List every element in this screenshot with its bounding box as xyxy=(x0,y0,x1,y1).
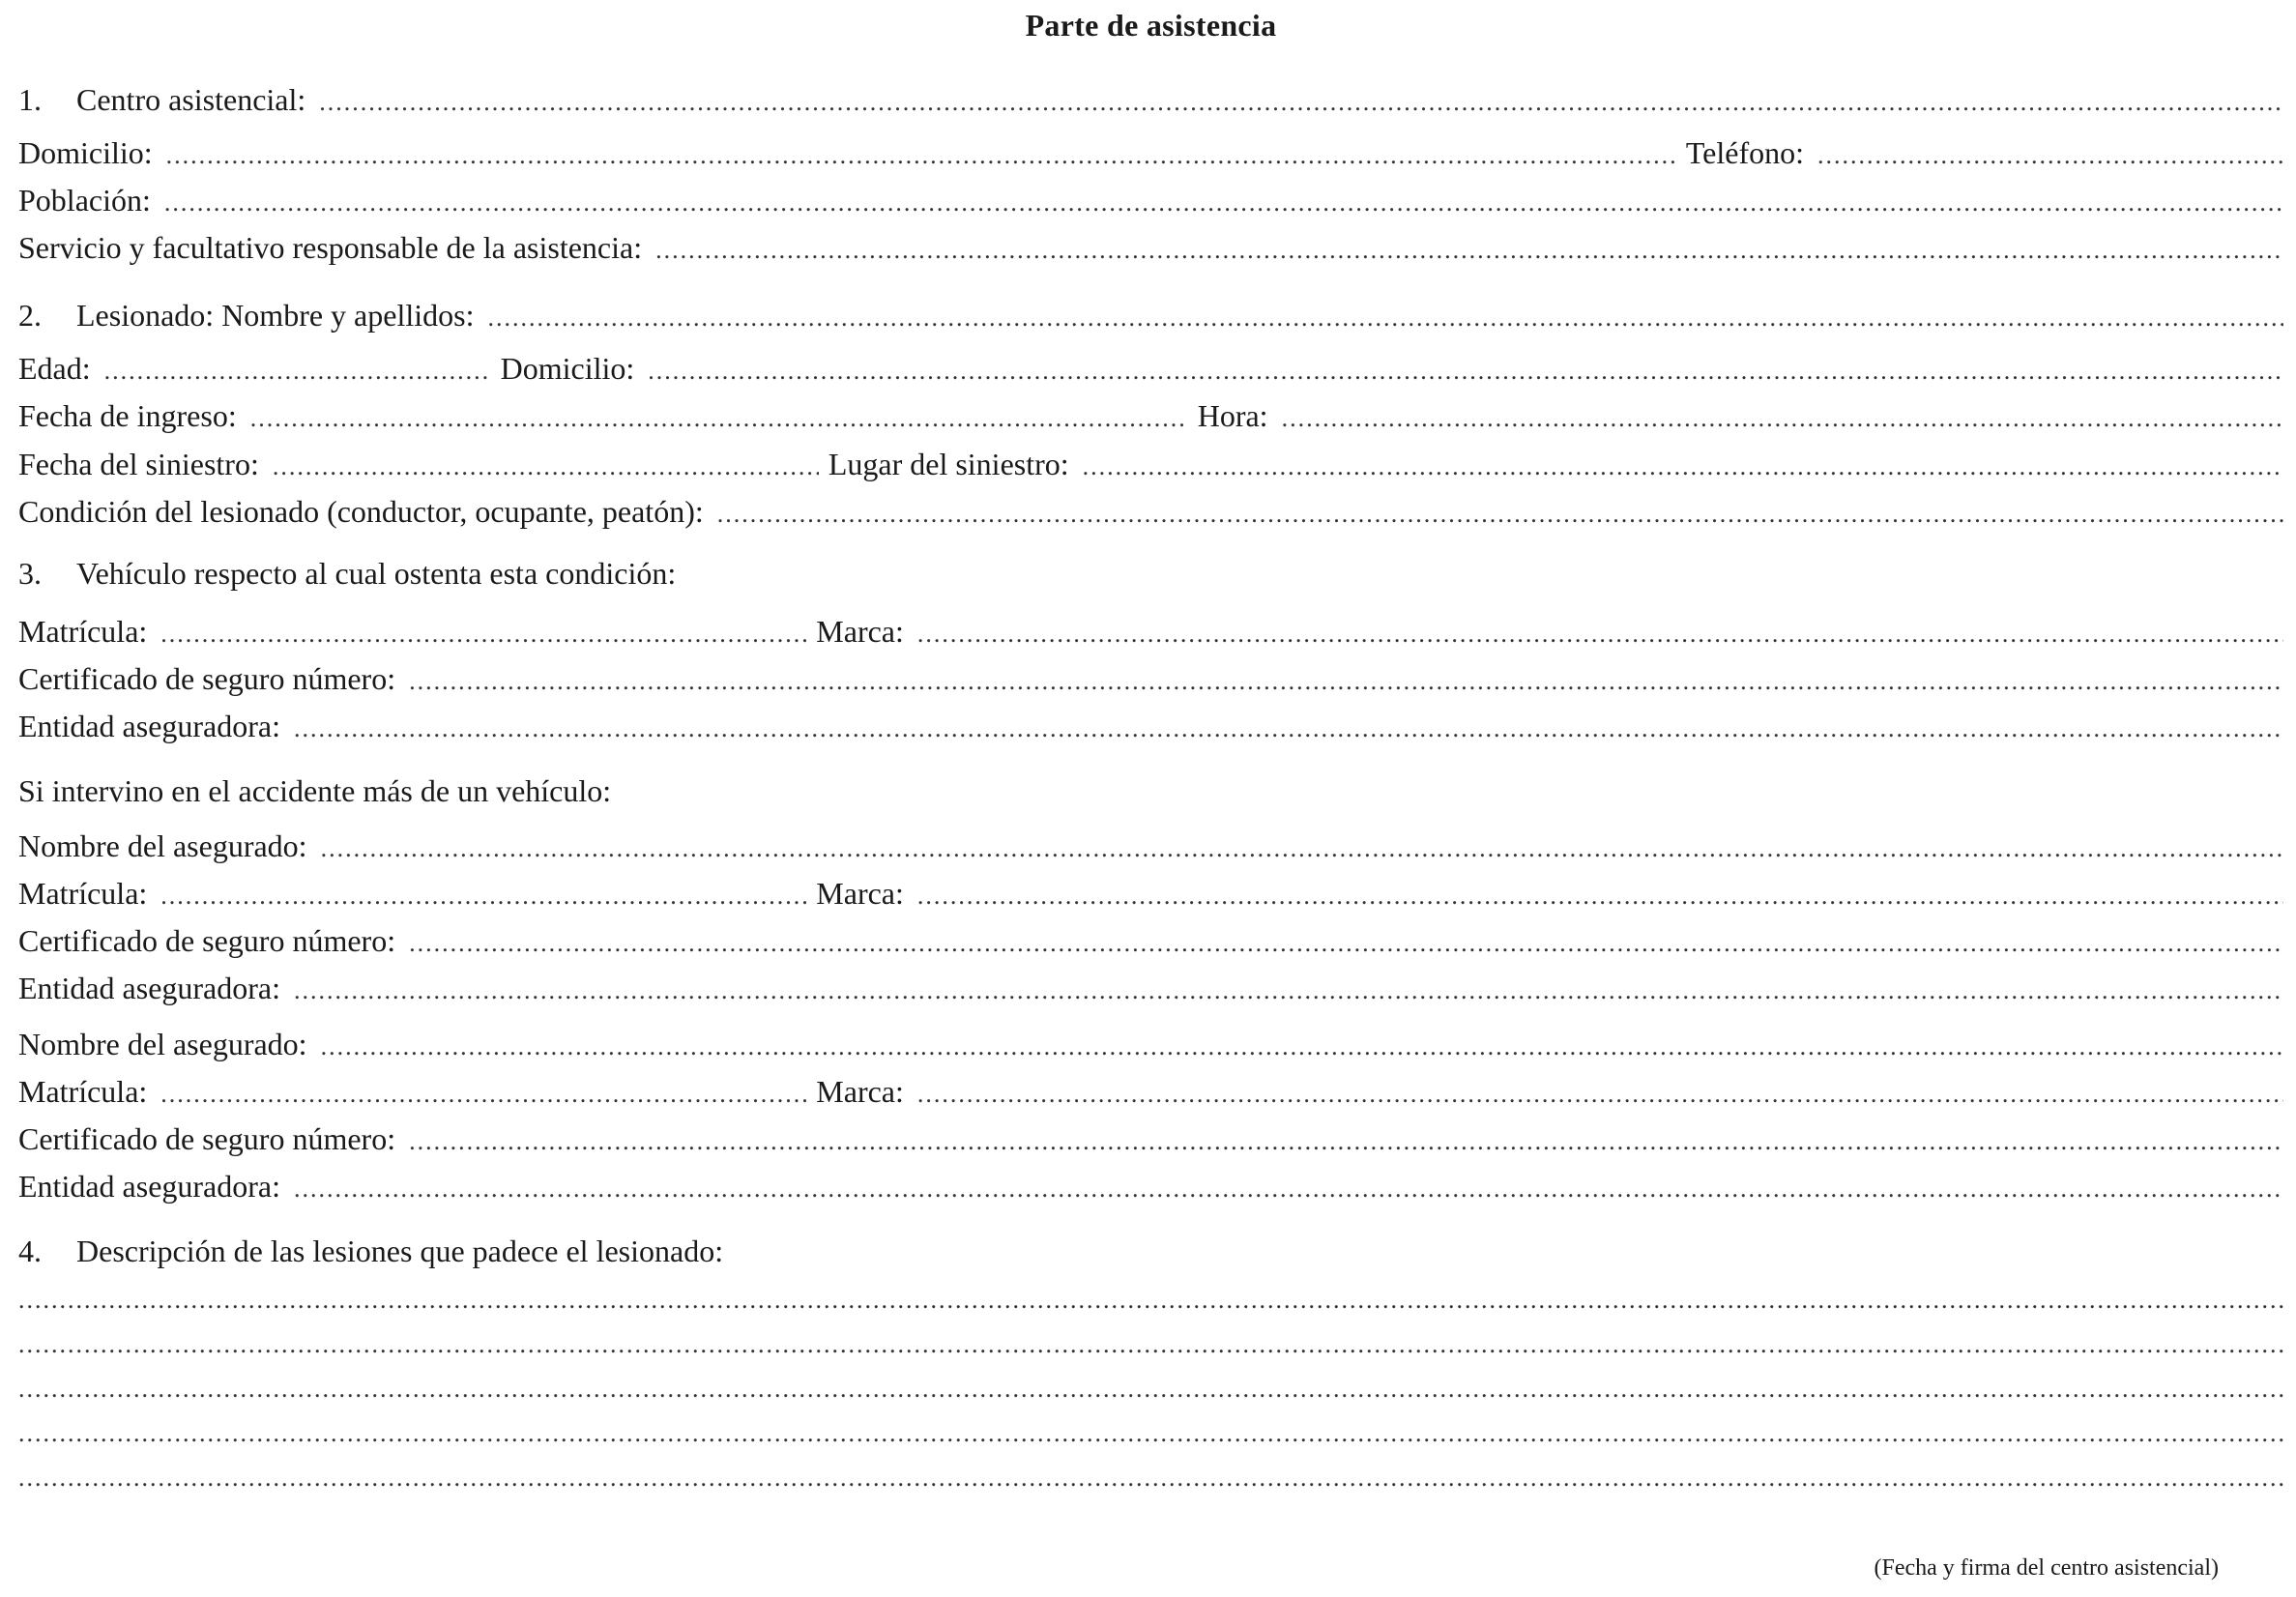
telefono-label: Teléfono: xyxy=(1685,135,1804,170)
edad-label: Edad: xyxy=(18,351,91,386)
descripcion-line xyxy=(18,1412,2283,1455)
marca-field[interactable] xyxy=(917,1073,2283,1116)
domicilio-field[interactable] xyxy=(166,134,1676,177)
descripcion-field[interactable] xyxy=(18,1412,2283,1455)
edad-field[interactable] xyxy=(104,350,491,392)
descripcion-label: Descripción de las lesiones que padece el lesionado: xyxy=(76,1234,724,1268)
entidad-row xyxy=(18,967,2283,1009)
form-page xyxy=(18,0,2283,1597)
domicilio-telefono-row xyxy=(18,131,2283,174)
descripcion-field[interactable] xyxy=(18,1323,2283,1366)
edad-domicilio-row xyxy=(18,347,2283,390)
matricula-label: Matrícula: xyxy=(18,1074,148,1109)
entidad-label: Entidad aseguradora: xyxy=(18,709,280,743)
matricula-label: Matrícula: xyxy=(18,876,148,911)
condicion-field[interactable] xyxy=(717,493,2283,536)
lesionado-field[interactable] xyxy=(487,297,2283,339)
fecha-siniestro-row xyxy=(18,443,2283,485)
servicio-row xyxy=(18,226,2283,269)
nombre-asegurado-row xyxy=(18,1023,2283,1065)
certificado-label: Certificado de seguro número: xyxy=(18,1121,396,1156)
matricula-field[interactable] xyxy=(160,1073,806,1116)
entidad-label: Entidad aseguradora: xyxy=(18,971,280,1005)
telefono-field[interactable] xyxy=(1817,134,2283,177)
fecha-siniestro-label: Fecha del siniestro: xyxy=(18,447,259,481)
lugar-siniestro-label: Lugar del siniestro: xyxy=(828,447,1069,481)
lugar-siniestro-field[interactable] xyxy=(1083,446,2283,488)
marca-label: Marca: xyxy=(816,614,904,649)
certificado-label: Certificado de seguro número: xyxy=(18,661,396,696)
nombre-asegurado-field[interactable] xyxy=(321,1026,2283,1068)
matricula-field[interactable] xyxy=(160,875,806,917)
entidad-label: Entidad aseguradora: xyxy=(18,1169,280,1204)
entidad-field[interactable] xyxy=(294,1168,2283,1210)
marca-field[interactable] xyxy=(917,875,2283,917)
fecha-siniestro-field[interactable] xyxy=(273,446,819,488)
nombre-asegurado-field[interactable] xyxy=(321,828,2283,870)
nombre-asegurado-label: Nombre del asegurado: xyxy=(18,828,307,863)
entidad-row xyxy=(18,705,2283,747)
certificado-field[interactable] xyxy=(409,660,2283,703)
servicio-field[interactable] xyxy=(655,229,2283,272)
poblacion-label: Población: xyxy=(18,183,151,218)
section-number: 2. xyxy=(18,298,42,333)
descripcion-line xyxy=(18,1368,2283,1410)
fecha-ingreso-field[interactable] xyxy=(250,397,1188,440)
certificado-label: Certificado de seguro número: xyxy=(18,923,396,958)
hora-label: Hora: xyxy=(1197,398,1268,433)
entidad-field[interactable] xyxy=(294,970,2283,1012)
nombre-asegurado-row xyxy=(18,825,2283,867)
certificado-row xyxy=(18,919,2283,962)
nombre-asegurado-label: Nombre del asegurado: xyxy=(18,1027,307,1061)
matricula-marca-row xyxy=(18,872,2283,915)
poblacion-field[interactable] xyxy=(164,182,2283,224)
hora-field[interactable] xyxy=(1282,397,2283,440)
descripcion-line xyxy=(18,1457,2283,1499)
domicilio-label: Domicilio: xyxy=(500,351,635,386)
descripcion-field[interactable] xyxy=(18,1457,2283,1499)
centro-asistencial-field[interactable] xyxy=(319,81,2283,124)
descripcion-field[interactable] xyxy=(18,1368,2283,1410)
certificado-row xyxy=(18,657,2283,700)
entidad-row xyxy=(18,1165,2283,1207)
domicilio-label: Domicilio: xyxy=(18,135,153,170)
descripcion-field[interactable] xyxy=(18,1279,2283,1321)
condicion-label: Condición del lesionado (conductor, ocupante, peatón): xyxy=(18,494,704,529)
poblacion-row xyxy=(18,179,2283,221)
entidad-field[interactable] xyxy=(294,708,2283,750)
certificado-field[interactable] xyxy=(409,922,2283,965)
form-title: Parte de asistencia xyxy=(1025,8,1277,43)
matricula-label: Matrícula: xyxy=(18,614,148,649)
marca-label: Marca: xyxy=(816,876,904,911)
fecha-ingreso-row xyxy=(18,394,2283,437)
matricula-field[interactable] xyxy=(160,613,806,655)
firma-caption: (Fecha y firma del centro asistencial) xyxy=(1874,1555,2219,1581)
matricula-marca-row xyxy=(18,1070,2283,1113)
fecha-ingreso-label: Fecha de ingreso: xyxy=(18,398,237,433)
certificado-row xyxy=(18,1118,2283,1160)
marca-field[interactable] xyxy=(917,613,2283,655)
matricula-marca-row xyxy=(18,610,2283,653)
lesionado-label: Lesionado: Nombre y apellidos: xyxy=(76,298,475,333)
centro-asistencial-label: Centro asistencial: xyxy=(76,82,306,117)
descripcion-line xyxy=(18,1323,2283,1366)
lesionado-row xyxy=(18,294,2283,336)
si-intervino-label: Si intervino en el accidente más de un vehículo: xyxy=(18,773,612,808)
descripcion-line xyxy=(18,1279,2283,1321)
centro-asistencial-row xyxy=(18,78,2283,121)
descripcion-row xyxy=(18,1230,2283,1272)
lesionado-domicilio-field[interactable] xyxy=(648,350,2283,392)
vehiculo-label: Vehículo respecto al cual ostenta esta condición: xyxy=(76,556,677,591)
servicio-label: Servicio y facultativo responsable de la asistencia: xyxy=(18,230,643,265)
si-intervino-row xyxy=(18,769,2283,812)
condicion-row xyxy=(18,490,2283,533)
marca-label: Marca: xyxy=(816,1074,904,1109)
section-number: 3. xyxy=(18,556,42,591)
section-number: 4. xyxy=(18,1234,42,1268)
certificado-field[interactable] xyxy=(409,1120,2283,1163)
vehiculo-row xyxy=(18,552,2283,595)
section-number: 1. xyxy=(18,82,42,117)
